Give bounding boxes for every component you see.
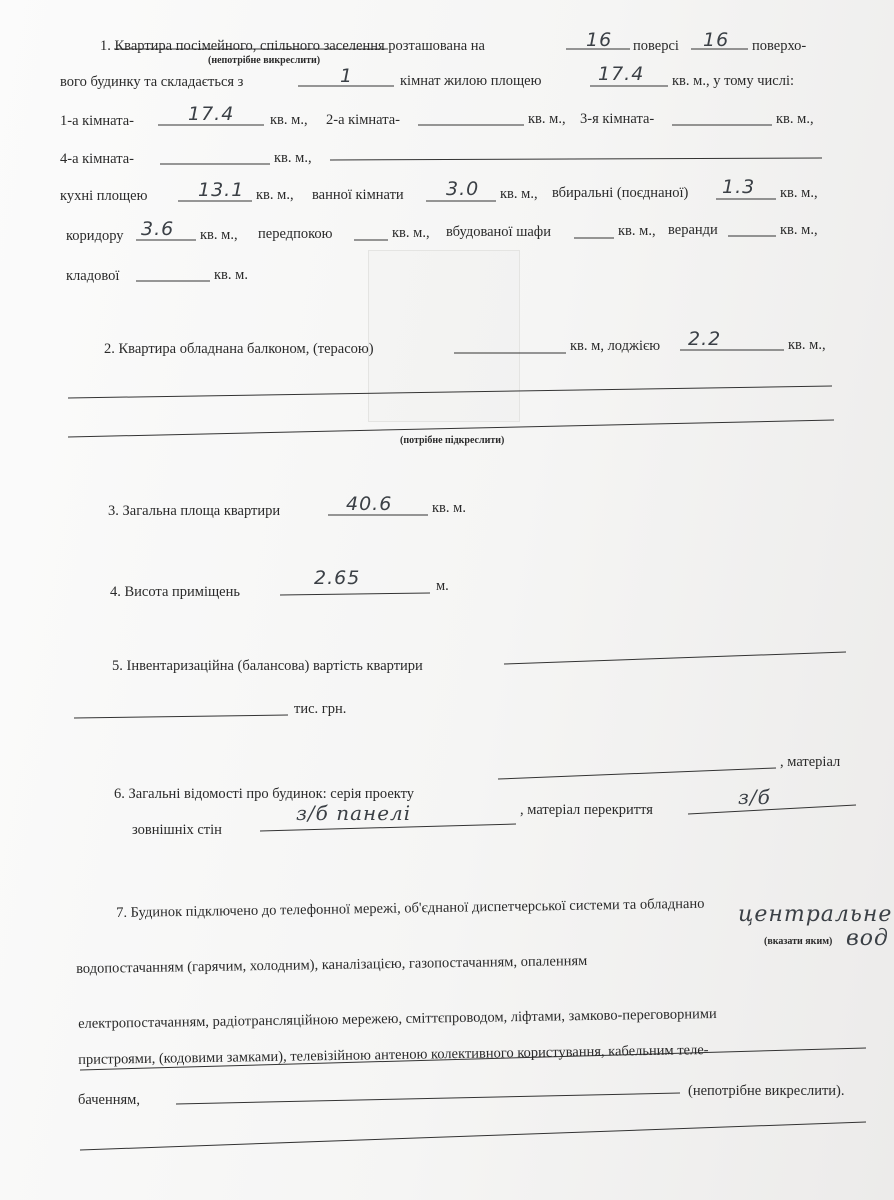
heating-value-2: вод — [846, 926, 889, 951]
total-area-value: 40.6 — [346, 493, 393, 515]
bath-label: ванної кімнати — [312, 187, 404, 203]
wc-unit: кв. м., — [780, 185, 818, 201]
hall-label: передпокою — [258, 226, 333, 242]
s1-text-f: кв. м., у тому числі: — [672, 73, 795, 89]
s7-line-5: баченням, — [78, 1092, 140, 1108]
kitchen-unit: кв. м., — [256, 187, 294, 203]
wc-label: вбиральні (поєднаної) — [552, 185, 689, 201]
room1-value: 17.4 — [188, 103, 235, 125]
s1-text-b: поверсі — [633, 38, 679, 54]
veranda-unit: кв. м., — [780, 222, 818, 238]
heating-value: центральне — [738, 902, 893, 927]
room3-label: 3-я кімната- — [580, 111, 655, 127]
s2-note: (потрібне підкреслити) — [400, 435, 505, 446]
corridor-label: коридору — [66, 228, 124, 244]
s1-text-a: 1. Квартира посімейного, спільного заселення розташована на — [100, 38, 485, 54]
veranda-label: веранди — [668, 222, 718, 238]
s2-text-a: 2. Квартира обладнана балконом, (терасою) — [104, 341, 374, 357]
s7-line-4: пристроями, (кодовими замками), телевізійною антеною колективного користування, кабельним теле- — [78, 1042, 709, 1068]
bath-unit: кв. м., — [500, 186, 538, 202]
room2-unit: кв. м., — [528, 111, 566, 127]
s6-text-b: , матеріал — [780, 754, 841, 770]
value-unit: тис. грн. — [294, 701, 347, 717]
height-unit: м. — [436, 578, 449, 594]
s1-text-e: кімнат жилою площею — [400, 73, 542, 89]
s7-line-3: електропостачанням, радіотрансляційною мережею, сміттєпроводом, ліфтами, замково-переговорними — [78, 1005, 717, 1032]
storage-label: кладової — [66, 268, 120, 284]
height-value: 2.65 — [314, 567, 361, 589]
living-area-value: 17.4 — [598, 63, 645, 85]
loggia-value: 2.2 — [688, 328, 722, 350]
value-label: 5. Інвентаризаційна (балансова) вартість квартири — [112, 658, 423, 674]
s7-line-5-note: (непотрібне викреслити). — [688, 1083, 845, 1099]
s7-line-1: 7. Будинок підключено до телефонної мережі, об'єднаної диспетчерської системи та обладнано — [116, 895, 705, 921]
height-label: 4. Висота приміщень — [110, 584, 240, 600]
closet-label: вбудованої шафи — [446, 224, 551, 240]
s6-text-a: 6. Загальні відомості про будинок: серія проекту — [114, 786, 415, 802]
closet-unit: кв. м., — [618, 223, 656, 239]
floor-value: 16 — [586, 29, 613, 51]
floors-value: 16 — [703, 29, 730, 51]
total-area-unit: кв. м. — [432, 500, 466, 516]
storage-unit: кв. м. — [214, 267, 248, 283]
corridor-value: 3.6 — [141, 218, 175, 240]
room2-label: 2-а кімната- — [326, 112, 400, 128]
s1-text-d: вого будинку та складається з — [60, 74, 244, 90]
s2-text-c: кв. м., — [788, 337, 826, 353]
room1-label: 1-а кімната- — [60, 113, 134, 129]
total-area-label: 3. Загальна площа квартири — [108, 503, 281, 519]
room4-unit: кв. м., — [274, 150, 312, 166]
s6-text-d: , матеріал перекриття — [520, 802, 653, 818]
kitchen-value: 13.1 — [198, 179, 245, 201]
corridor-unit: кв. м., — [200, 227, 238, 243]
s7-line-2: водопостачанням (гарячим, холодним), каналізацією, газопостачанням, опаленням — [76, 952, 588, 977]
room1-unit: кв. м., — [270, 112, 308, 128]
s2-text-b: кв. м, лоджією — [570, 338, 661, 354]
ceiling-value: з/б — [738, 785, 771, 809]
s7-note: (вказати яким) — [764, 936, 833, 947]
walls-value: з/б панелі — [296, 801, 412, 825]
room3-unit: кв. м., — [776, 111, 814, 127]
kitchen-label: кухні площею — [60, 188, 148, 204]
rooms-value: 1 — [340, 65, 354, 87]
s1-text-c: поверхо- — [752, 38, 807, 54]
wc-value: 1.3 — [722, 176, 756, 198]
bath-value: 3.0 — [446, 178, 480, 200]
hall-unit: кв. м., — [392, 225, 430, 241]
room4-label: 4-а кімната- — [60, 151, 134, 167]
s1-note: (непотрібне викреслити) — [208, 55, 321, 66]
s6-text-c: зовнішніх стін — [132, 822, 222, 838]
